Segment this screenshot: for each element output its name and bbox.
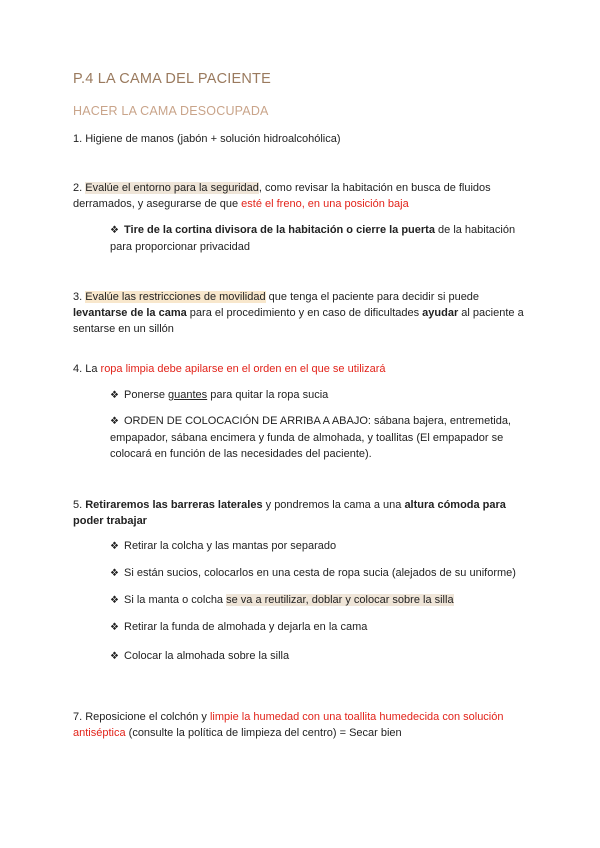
step-4-bullet-1 — [110, 387, 328, 404]
diamond-bullet-icon: ❖ — [110, 390, 119, 401]
step-2-text: , como revisar la habitación en busca de fluidos — [258, 182, 491, 194]
step-5-bullet-3 — [110, 592, 454, 609]
diamond-bullet-icon: ❖ — [110, 622, 119, 633]
step-2-bullet-text-line2: para proporcionar privacidad — [110, 241, 251, 253]
step-7-text: (consulte la política de limpieza del centro) = Secar bien — [125, 727, 402, 739]
step-5-bullet-1-text: Retirar la colcha y las mantas por separado — [124, 540, 337, 552]
step-3-text-3: al paciente a — [458, 307, 524, 319]
step-5-bold-2: altura cómoda para — [404, 499, 506, 511]
diamond-bullet-icon: ❖ — [110, 541, 119, 552]
step-2-bullet-bold: Tire de la cortina divisora de la habitación o cierre la puerta — [124, 224, 435, 236]
step-7-red-text-2: antiséptica — [73, 727, 126, 739]
step-2-red-text: esté el freno, en una posición baja — [241, 198, 409, 210]
diamond-bullet-icon: ❖ — [110, 651, 119, 662]
step-5-number: 5. — [73, 499, 86, 511]
step-5-bullet-4 — [110, 619, 367, 636]
step-3-bold-1: levantarse de la cama — [73, 307, 187, 319]
step-3-text: que tenga el paciente para decidir si puede — [265, 291, 480, 303]
step-4-bullet-2-line2: empapador, sábana encimera y funda de almohada, y toallitas (El empapador se — [110, 432, 504, 444]
step-2-bullet-text: de la habitación — [434, 224, 516, 236]
step-3-bold-2: ayudar — [422, 307, 459, 319]
step-2-bullet — [110, 222, 540, 255]
step-5-bullet-5-text: Colocar la almohada sobre la silla — [124, 650, 290, 662]
diamond-bullet-icon: ❖ — [110, 416, 119, 427]
diamond-bullet-icon: ❖ — [110, 595, 119, 606]
step-4-bullet-2 — [110, 413, 540, 462]
step-5-bullet-2-text: Si están sucios, colocarlos en una cesta de ropa sucia (alejados de su uniforme) — [124, 567, 516, 579]
step-5-bullet-4-text: Retirar la funda de almohada y dejarla en la cama — [124, 621, 368, 633]
step-5-bold-1: Retiraremos las barreras laterales — [85, 499, 263, 511]
diamond-bullet-icon: ❖ — [110, 568, 119, 579]
step-5-bold-3: poder trabajar — [73, 515, 147, 527]
step-5-text: y pondremos la cama a una — [262, 499, 405, 511]
section-subtitle: HACER LA CAMA DESOCUPADA — [73, 104, 269, 118]
step-3-text-2: para el procedimiento y en caso de dificultades — [186, 307, 423, 319]
step-2 — [73, 180, 533, 212]
step-4-number: 4. La — [73, 363, 101, 375]
step-4 — [73, 361, 386, 377]
step-5 — [73, 497, 543, 529]
step-2-highlight: Evalúe el entorno para la seguridad — [85, 182, 259, 194]
step-1: 1. Higiene de manos (jabón + solución hidroalcohólica) — [73, 133, 341, 145]
step-4-bullet-2-line1: ORDEN DE COLOCACIÓN DE ARRIBA A ABAJO: sábana bajera, entremetida, — [124, 415, 511, 427]
step-7 — [73, 709, 543, 741]
step-5-bullet-1 — [110, 538, 336, 555]
step-2-number: 2. — [73, 182, 86, 194]
step-4-bullet-1-text: Ponerse — [124, 389, 169, 401]
step-3-highlight: Evalúe las restricciones de movilidad — [85, 291, 266, 303]
step-5-bullet-3-text: Si la manta o colcha — [124, 594, 227, 606]
diamond-bullet-icon: ❖ — [110, 225, 119, 236]
step-7-red-text: limpie la humedad con una toallita humedecida con solución — [209, 711, 504, 723]
step-4-bullet-2-line3: colocará en función de las necesidades del paciente). — [110, 448, 372, 460]
step-3-number: 3. — [73, 291, 86, 303]
step-5-bullet-2 — [110, 565, 516, 582]
step-4-bullet-1-text-2: para quitar la ropa sucia — [207, 389, 329, 401]
step-5-bullet-5 — [110, 648, 289, 665]
step-7-number: 7. Reposicione el colchón y — [73, 711, 210, 723]
step-4-bullet-1-underline: guantes — [168, 389, 208, 401]
step-3 — [73, 289, 533, 337]
step-2-text-line2: derramados, y asegurarse de que — [73, 198, 242, 210]
step-3-text-line3: sentarse en un sillón — [73, 323, 174, 335]
step-5-bullet-3-highlight: se va a reutilizar, doblar y colocar sobre la silla — [226, 594, 454, 606]
page-title: P.4 LA CAMA DEL PACIENTE — [73, 71, 271, 87]
step-4-red-text: ropa limpia debe apilarse en el orden en el que se utilizará — [100, 363, 386, 375]
